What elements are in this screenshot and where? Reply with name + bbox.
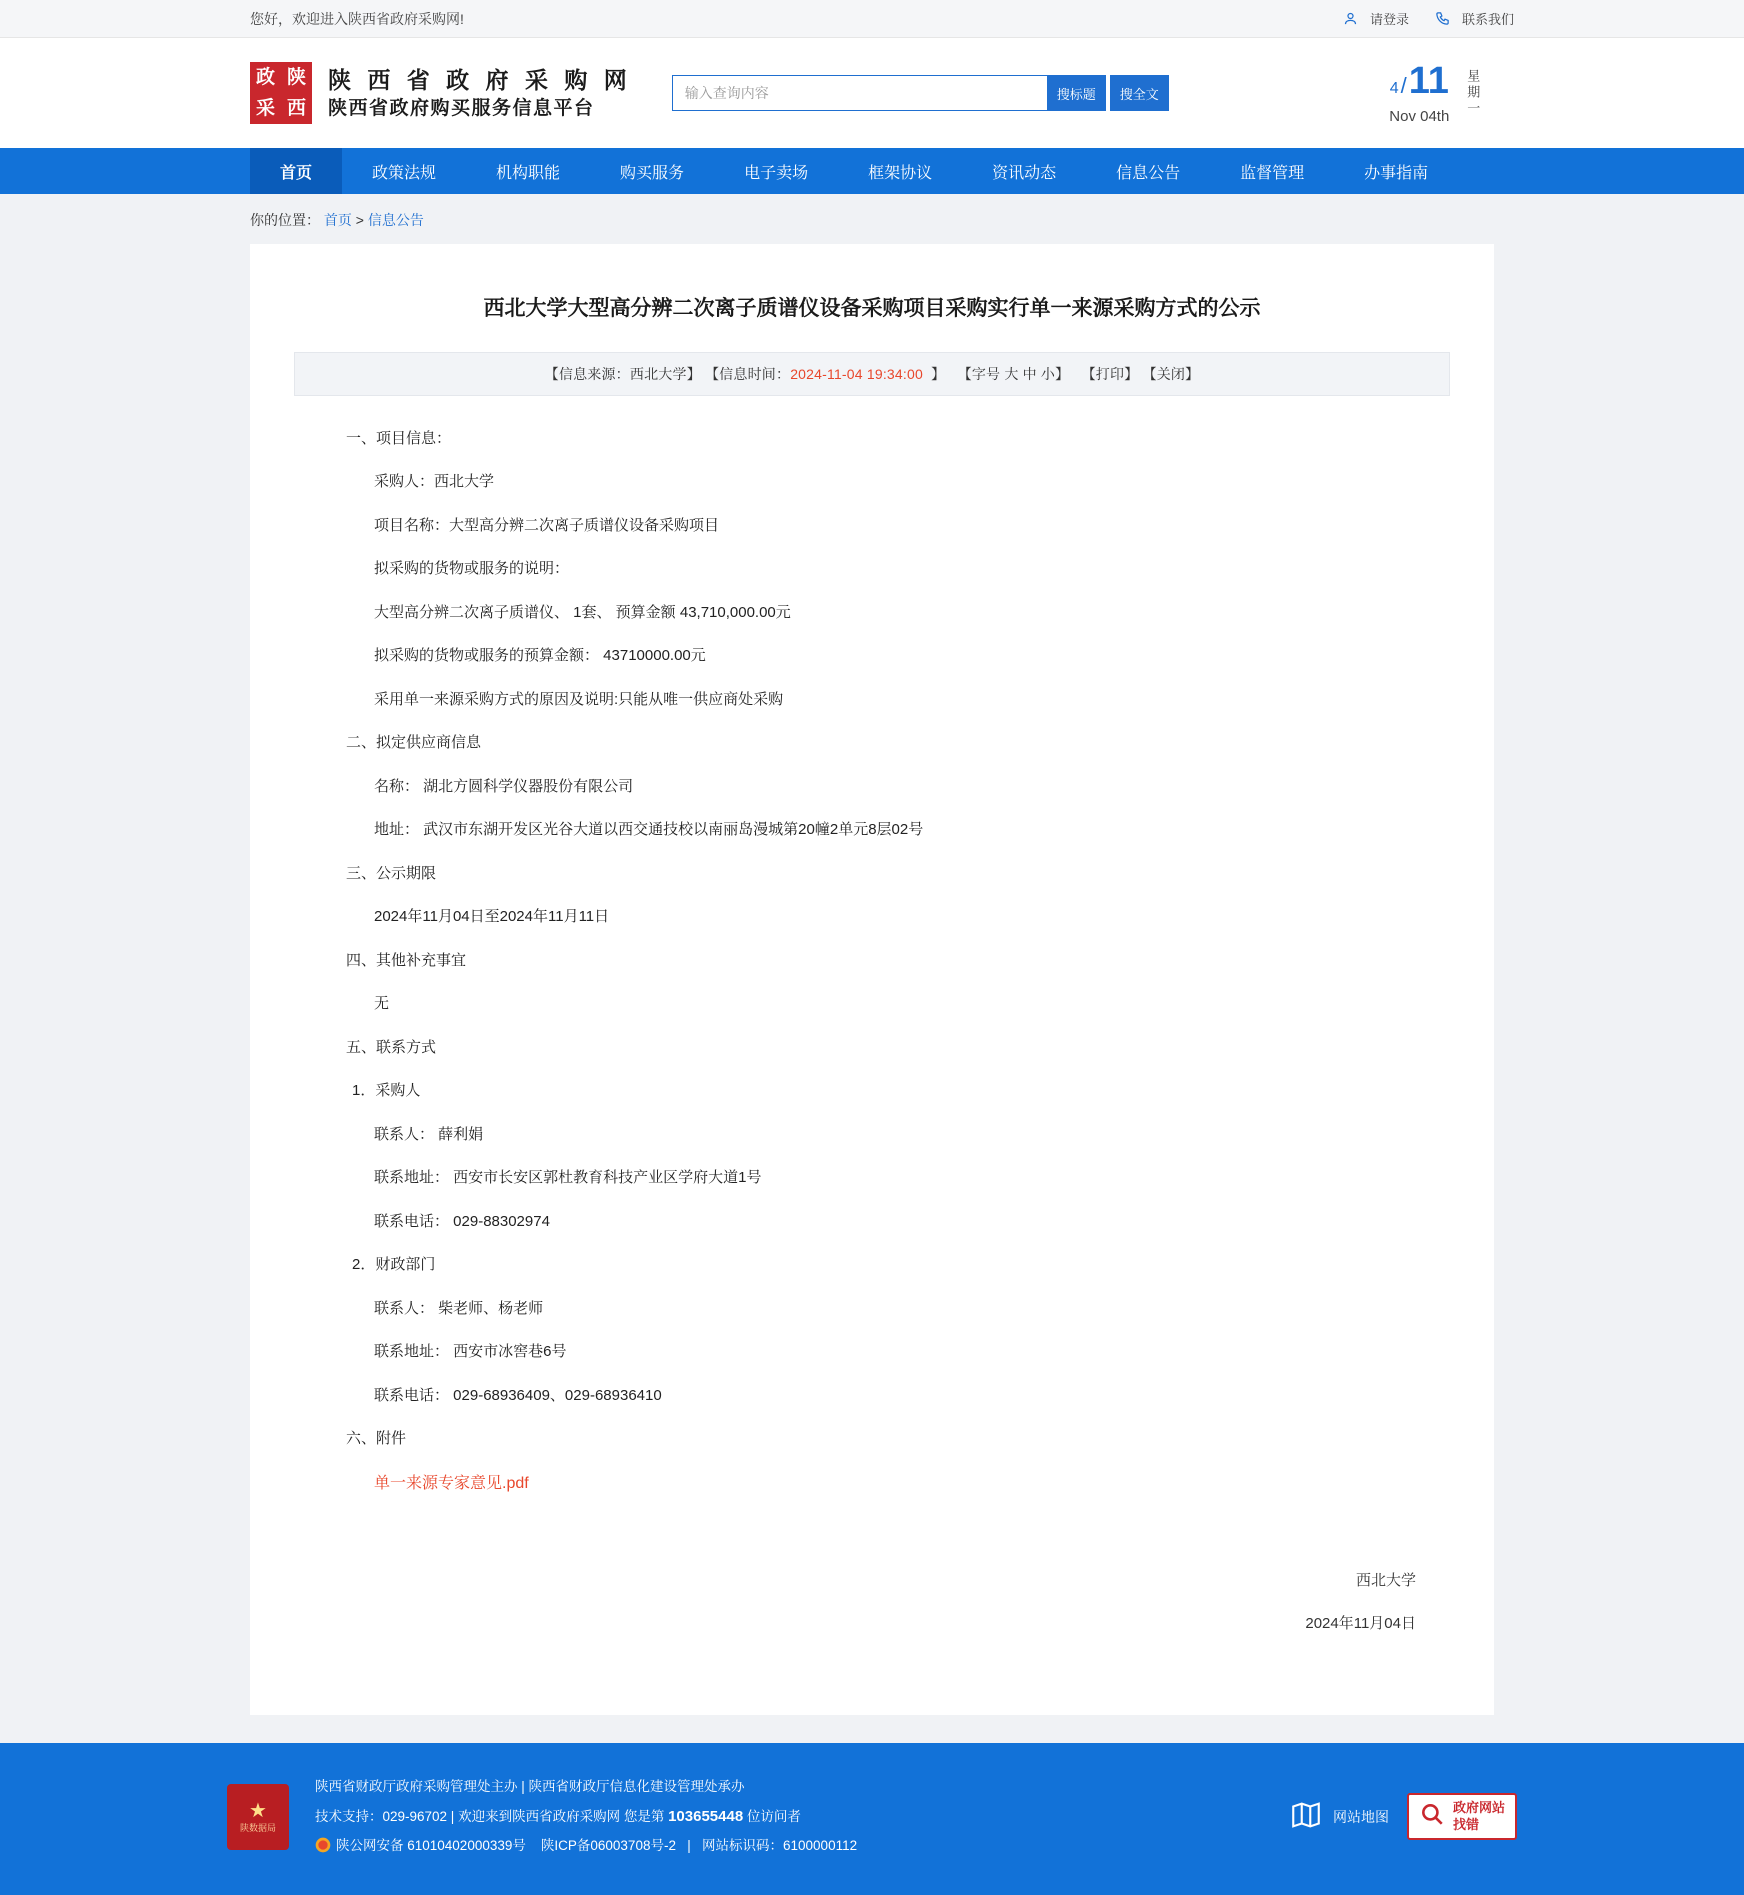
sitemap-link[interactable] (1289, 1798, 1389, 1835)
police-badge-icon (315, 1837, 331, 1853)
search-title-button[interactable]: 搜标题 (1047, 75, 1106, 111)
nav-item-7[interactable] (1086, 148, 1210, 194)
article-paragraph: 大型高分辨二次离子质谱仪、 1套、 预算金额 43,710,000.00元 (374, 603, 791, 621)
footer-icons (1289, 1793, 1517, 1840)
font-size-large-button[interactable]: 大 (1004, 365, 1019, 382)
article-paragraph: 采购人：西北大学 (374, 473, 495, 491)
contact-link[interactable] (1435, 9, 1514, 28)
icp-record-link[interactable]: 陕ICP备06003708号-2 (540, 1838, 676, 1854)
police-record-link[interactable]: 陕公网安备 61010402000339号 (336, 1838, 526, 1854)
article-paragraph: 六、附件 (346, 1430, 407, 1448)
footer-separator: | (687, 1838, 691, 1854)
footer-line-3 (315, 1832, 1263, 1860)
article-paragraph: 联系电话： 029-88302974 (374, 1212, 550, 1230)
site-logo (250, 62, 312, 124)
footer-text-block (315, 1773, 1263, 1861)
nav-item-4[interactable] (714, 148, 838, 194)
nav-item-label: 框架协议 (868, 164, 933, 182)
meta-fontsize-label: 【字号 (957, 365, 1001, 382)
article-paragraph: 1．采购人 (352, 1082, 421, 1100)
signoff-org: 西北大学 (1355, 1571, 1416, 1589)
nav-item-0[interactable] (250, 148, 342, 194)
attachment-link[interactable]: 单一来源专家意见.pdf (374, 1474, 529, 1492)
site-id-text: 网站标识码：6100000112 (702, 1838, 858, 1854)
nav-item-label: 电子卖场 (744, 164, 809, 182)
contact-label: 联系我们 (1461, 12, 1514, 27)
date-english: Nov 04th (1389, 107, 1450, 125)
nav-item-label: 首页 (280, 164, 313, 182)
date-separator: / (1400, 72, 1407, 98)
article-paragraph: 名称： 湖北方圆科学仪器股份有限公司 (374, 777, 634, 795)
page-title: 西北大学大型高分辨二次离子质谱仪设备采购项目采购实行单一来源采购方式的公示 (483, 297, 1261, 320)
search-input[interactable] (672, 75, 1047, 111)
logo-char-2: 陕 (286, 67, 306, 88)
breadcrumb-separator: > (355, 212, 364, 228)
article-paragraph: 一、项目信息： (346, 429, 452, 447)
search-fulltext-button[interactable]: 搜全文 (1110, 75, 1169, 111)
nav-item-label: 办事指南 (1364, 164, 1429, 182)
breadcrumb-home[interactable]: 首页 (323, 212, 352, 228)
footer-line-1: 陕西省财政厅政府采购管理处主办 | 陕西省财政厅信息化建设管理处承办 (315, 1778, 745, 1794)
signoff-date: 2024年11月04日 (1305, 1614, 1416, 1632)
footer-line-2 (315, 1801, 1263, 1833)
logo-char-1: 政 (255, 67, 275, 88)
breadcrumb (0, 194, 1744, 244)
nav-item-label: 信息公告 (1116, 164, 1181, 182)
nav-item-label: 政策法规 (372, 164, 437, 182)
site-header (0, 38, 1744, 148)
date-block (1389, 59, 1514, 125)
article-signoff (294, 1509, 1450, 1633)
search-area (672, 75, 1169, 111)
article-paragraph: 联系人： 薛利娟 (374, 1125, 484, 1143)
meta-fontsize-end: 】 (1055, 365, 1070, 382)
main-nav (0, 148, 1744, 194)
nav-item-1[interactable] (342, 148, 466, 194)
article-paragraph: 三、公示期限 (346, 864, 437, 882)
article-paragraph: 地址： 武汉市东湖开发区光谷大道以西交通技校以南丽岛漫城第20幢2单元8层02号 (374, 821, 924, 839)
emblem-text: 陕数据局 (239, 1823, 276, 1834)
meta-time-end: 】 (931, 365, 946, 382)
breadcrumb-current[interactable]: 信息公告 (367, 212, 424, 228)
article-paragraph: 无 (374, 995, 390, 1013)
badge-text (1453, 1800, 1505, 1833)
article-paragraph: 四、其他补充事宜 (346, 951, 467, 969)
login-label: 请登录 (1369, 12, 1409, 27)
article-paragraph: 联系电话： 029-68936409、029-68936410 (374, 1386, 662, 1404)
article-paragraph: 采用单一来源采购方式的原因及说明:只能从唯一供应商处采购 (374, 690, 784, 708)
badge-line-2: 找错 (1452, 1816, 1479, 1832)
font-size-small-button[interactable]: 小 (1040, 365, 1056, 382)
footer-visitor-suffix: 位访问者 (743, 1808, 801, 1824)
meta-time-label: 【信息时间： (704, 365, 791, 382)
logo-char-3: 采 (255, 98, 275, 119)
top-bar (0, 0, 1744, 38)
sitemap-label: 网站地图 (1332, 1808, 1389, 1825)
login-link[interactable] (1343, 9, 1409, 28)
site-footer (0, 1743, 1744, 1895)
weekday-label: 星期一 (1465, 69, 1481, 117)
article-container (250, 244, 1494, 1715)
date-day: 11 (1408, 59, 1449, 102)
article-paragraph: 联系地址： 西安市长安区郭杜教育科技产业区学府大道1号 (374, 1169, 762, 1187)
nav-item-3[interactable] (590, 148, 714, 194)
map-icon (1289, 1798, 1323, 1835)
logo-char-4: 西 (286, 98, 306, 119)
emblem-star-icon: ★ (249, 1800, 267, 1823)
nav-item-label: 资讯动态 (992, 164, 1057, 182)
article-paragraph: 2．财政部门 (352, 1256, 436, 1274)
article-paragraph: 拟采购的货物或服务的预算金额： 43710000.00元 (374, 647, 706, 665)
nav-item-label: 购买服务 (620, 164, 685, 182)
article-meta (294, 352, 1450, 396)
badge-line-1: 政府网站 (1452, 1800, 1505, 1816)
article-paragraph: 拟采购的货物或服务的说明： (374, 560, 570, 578)
phone-icon (1435, 11, 1450, 26)
gov-emblem-icon (227, 1784, 289, 1850)
article-paragraph: 项目名称：大型高分辨二次离子质谱仪设备采购项目 (374, 516, 720, 534)
nav-item-8[interactable] (1210, 148, 1334, 194)
site-name-primary: 陕 西 省 政 府 采 购 网 (328, 66, 632, 93)
article-body (294, 396, 1450, 1452)
nav-item-label: 监督管理 (1240, 164, 1305, 182)
nav-item-label: 机构职能 (496, 164, 561, 182)
nav-item-9[interactable] (1334, 148, 1458, 194)
date-numbers (1389, 59, 1450, 125)
magnifier-icon (1419, 1801, 1445, 1833)
meta-source-end: 】 (686, 365, 701, 382)
date-month: 4 (1389, 79, 1399, 97)
brand[interactable] (250, 62, 632, 124)
footer-support-text: 技术支持：029-96702 | 欢迎来到陕西省政府采购网 您是第 (315, 1808, 669, 1824)
meta-source-label: 【信息来源： (544, 365, 630, 382)
article-paragraph: 2024年11月04日至2024年11月11日 (374, 908, 610, 926)
print-button[interactable]: 【打印】 (1081, 365, 1139, 382)
welcome-text: 您好，欢迎进入陕西省政府采购网! (250, 10, 464, 27)
article-paragraph: 五、联系方式 (346, 1038, 437, 1056)
visitor-count: 103655448 (668, 1807, 744, 1825)
site-name-secondary: 陕西省政府购买服务信息平台 (328, 97, 595, 119)
nav-item-6[interactable] (962, 148, 1086, 194)
font-size-medium-button[interactable]: 中 (1022, 365, 1037, 382)
article-paragraph: 联系地址： 西安市冰窖巷6号 (374, 1343, 567, 1361)
article-paragraph: 二、拟定供应商信息 (346, 734, 482, 752)
gov-site-report-badge[interactable] (1407, 1793, 1517, 1840)
user-icon (1343, 11, 1358, 26)
article-paragraph: 联系人： 柴老师、杨老师 (374, 1299, 544, 1317)
nav-item-2[interactable] (466, 148, 590, 194)
top-bar-right (1343, 9, 1514, 28)
close-button[interactable]: 【关闭】 (1142, 365, 1200, 382)
breadcrumb-label: 你的位置： (250, 212, 320, 228)
meta-source-value: 西北大学 (629, 365, 687, 382)
nav-item-5[interactable] (838, 148, 962, 194)
meta-time-value: 2024-11-04 19:34:00 (790, 365, 923, 382)
